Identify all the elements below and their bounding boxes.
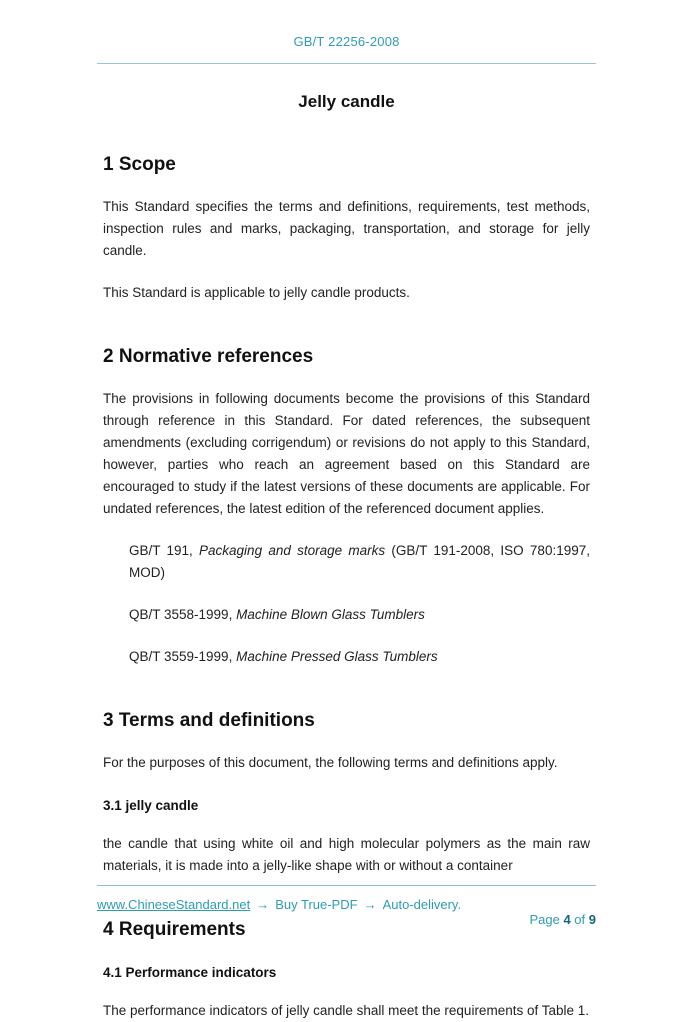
footer-left (97, 897, 461, 912)
page-indicator (508, 897, 596, 942)
section-heading-scope: 1 Scope (103, 154, 176, 175)
section-heading-terms-definitions: 3 Terms and definitions (103, 710, 315, 731)
arrow-right-icon: → (256, 897, 270, 912)
total-pages-number: 9 (588, 912, 596, 927)
sub-heading-performance-indicators: 4.1 Performance indicators (103, 965, 277, 980)
reference-code: QB/T 3558-1999, (129, 607, 237, 622)
normative-references-intro: The provisions in following documents become the provisions of this Standard through reference in this Standard. For dated references, the subsequent amendments (excluding corrigendum) or revisions do not apply to this Standard, however, parties who reach an agreement based on this Standard are encouraged to study if the latest versions of these documents are applicable. For undated references, the latest edition of the referenced document applies. (103, 391, 590, 516)
reference-item (129, 646, 590, 668)
page-footer (97, 885, 596, 942)
reference-code: QB/T 3559-1999, (129, 649, 237, 664)
standard-code: GB/T 22256-2008 (293, 34, 400, 49)
current-page-number: 4 (563, 912, 571, 927)
of-label: of (570, 912, 589, 927)
footer-buy-truepdf: Buy True-PDF (275, 897, 358, 912)
sub-heading-jelly-candle: 3.1 jelly candle (103, 798, 199, 813)
reference-title: Machine Pressed Glass Tumblers (236, 649, 438, 664)
scope-paragraph-1: This Standard specifies the terms and definitions, requirements, test methods, inspection rules and marks, packaging, transportation, and storage for jelly candle. (103, 199, 590, 258)
requirements-paragraph-1: The performance indicators of jelly candle shall meet the requirements of Table 1. (103, 1003, 590, 1018)
terms-intro: For the purposes of this document, the following terms and definitions apply. (103, 755, 558, 770)
section-heading-normative-references: 2 Normative references (103, 346, 314, 367)
footer-auto-delivery: Auto-delivery. (382, 897, 462, 912)
reference-item (129, 604, 590, 626)
scope-paragraph-2: This Standard is applicable to jelly candle products. (103, 285, 410, 300)
reference-code: GB/T 191, (129, 543, 200, 558)
chinesestandard-link[interactable]: www.ChineseStandard.net (97, 897, 251, 912)
header-divider (97, 63, 596, 64)
reference-suffix: (GB/T 191-2008, ISO 780:1997, MOD) (129, 543, 590, 580)
section-heading-requirements: 4 Requirements (103, 919, 246, 940)
jelly-candle-definition: the candle that using white oil and high molecular polymers as the main raw materials, it is made into a jelly-like shape with or without a container (103, 836, 590, 873)
reference-title: Packaging and storage marks (199, 543, 386, 558)
arrow-right-icon: → (363, 897, 377, 912)
document-title: Jelly candle (298, 92, 395, 111)
reference-item (129, 540, 590, 584)
reference-title: Machine Blown Glass Tumblers (236, 607, 425, 622)
page-label: Page (529, 912, 564, 927)
